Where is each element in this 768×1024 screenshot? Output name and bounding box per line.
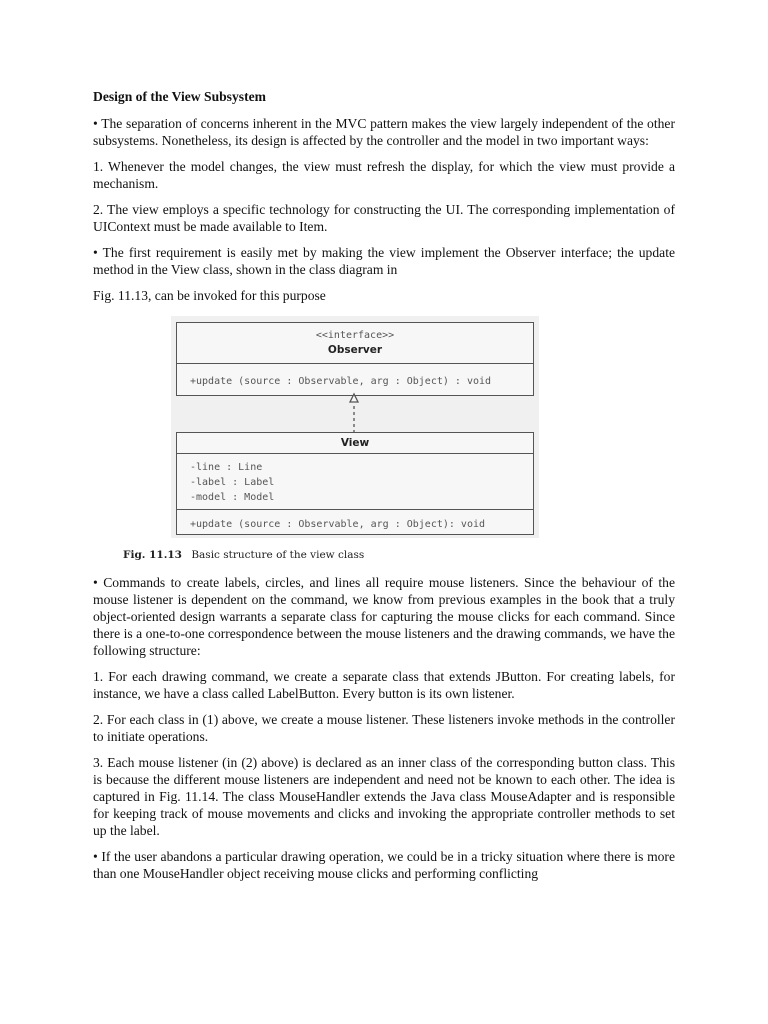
paragraph-intro: • The separation of concerns inherent in the MVC pattern makes the view largely independent of the other subsystems. Nonetheless, its design is affected by the controller and the model in two important ways: <box>93 116 675 148</box>
view-update-operation: +update (source : Observable, arg : Object): void <box>190 519 486 530</box>
paragraph-fig-ref: Fig. 11.13, can be invoked for this purpose <box>93 288 326 303</box>
paragraph-structure-2: 2. For each class in (1) above, we create a mouse listener. These listeners invoke methods in the controller to initiate operations. <box>93 712 675 744</box>
view-class-name: View <box>340 437 370 449</box>
section-title: Design of the View Subsystem <box>93 89 266 104</box>
figure-caption <box>123 548 675 562</box>
paragraph-commands: • Commands to create labels, circles, and lines all require mouse listeners. Since the behaviour of the mouse listener is dependent on the command, we know from previous examples in the book that a truly object-oriented design warrants a separate class for capturing the mouse clicks for each command. Since there is a one-to-one correspondence between the mouse listeners and the drawing commands, we have the following structure: <box>93 575 675 658</box>
observer-name: Observer <box>327 344 383 356</box>
caption-text: Basic structure of the view class <box>191 549 365 561</box>
attribute-model: -model : Model <box>190 492 275 503</box>
attribute-label: -label : Label <box>190 477 275 488</box>
paragraph-point-1: 1. Whenever the model changes, the view must refresh the display, for which the view must provide a mechanism. <box>93 159 675 191</box>
paragraph-structure-3: 3. Each mouse listener (in (2) above) is declared as an inner class of the corresponding button class. This is because the different mouse listeners are independent and need not be known to each other. The idea is captured in Fig. 11.14. The class MouseHandler extends the Java class MouseAdapter and is responsible for keeping track of mouse movements and clicks and invoking the appropriate controller methods to set up the label. <box>93 755 675 838</box>
paragraph-abandon: • If the user abandons a particular drawing operation, we could be in a tricky situation where there is more than one MouseHandler object receiving mouse clicks and performing conflicting <box>93 849 675 881</box>
attribute-line: -line : Line <box>190 462 263 473</box>
interface-stereotype: <<interface>> <box>315 330 395 341</box>
caption-number: Fig. 11.13 <box>123 549 182 561</box>
observer-update-operation: +update (source : Observable, arg : Object) : void <box>190 376 492 387</box>
paragraph-point-2: 2. The view employs a specific technology for constructing the UI. The corresponding implementation of UIContext must be made available to Item. <box>93 202 675 234</box>
view-class-box <box>176 432 534 535</box>
paragraph-structure-1: 1. For each drawing command, we create a separate class that extends JButton. For creating labels, for instance, we have a class called LabelButton. Every button is its own listener. <box>93 669 675 701</box>
document-page <box>93 88 675 891</box>
uml-class-diagram <box>171 316 539 538</box>
view-header <box>177 433 533 454</box>
hollow-arrowhead-icon <box>350 394 358 402</box>
view-attributes <box>177 454 533 510</box>
paragraph-observer: • The first requirement is easily met by making the view implement the Observer interface; the update method in the View class, shown in the class diagram in <box>93 245 675 277</box>
